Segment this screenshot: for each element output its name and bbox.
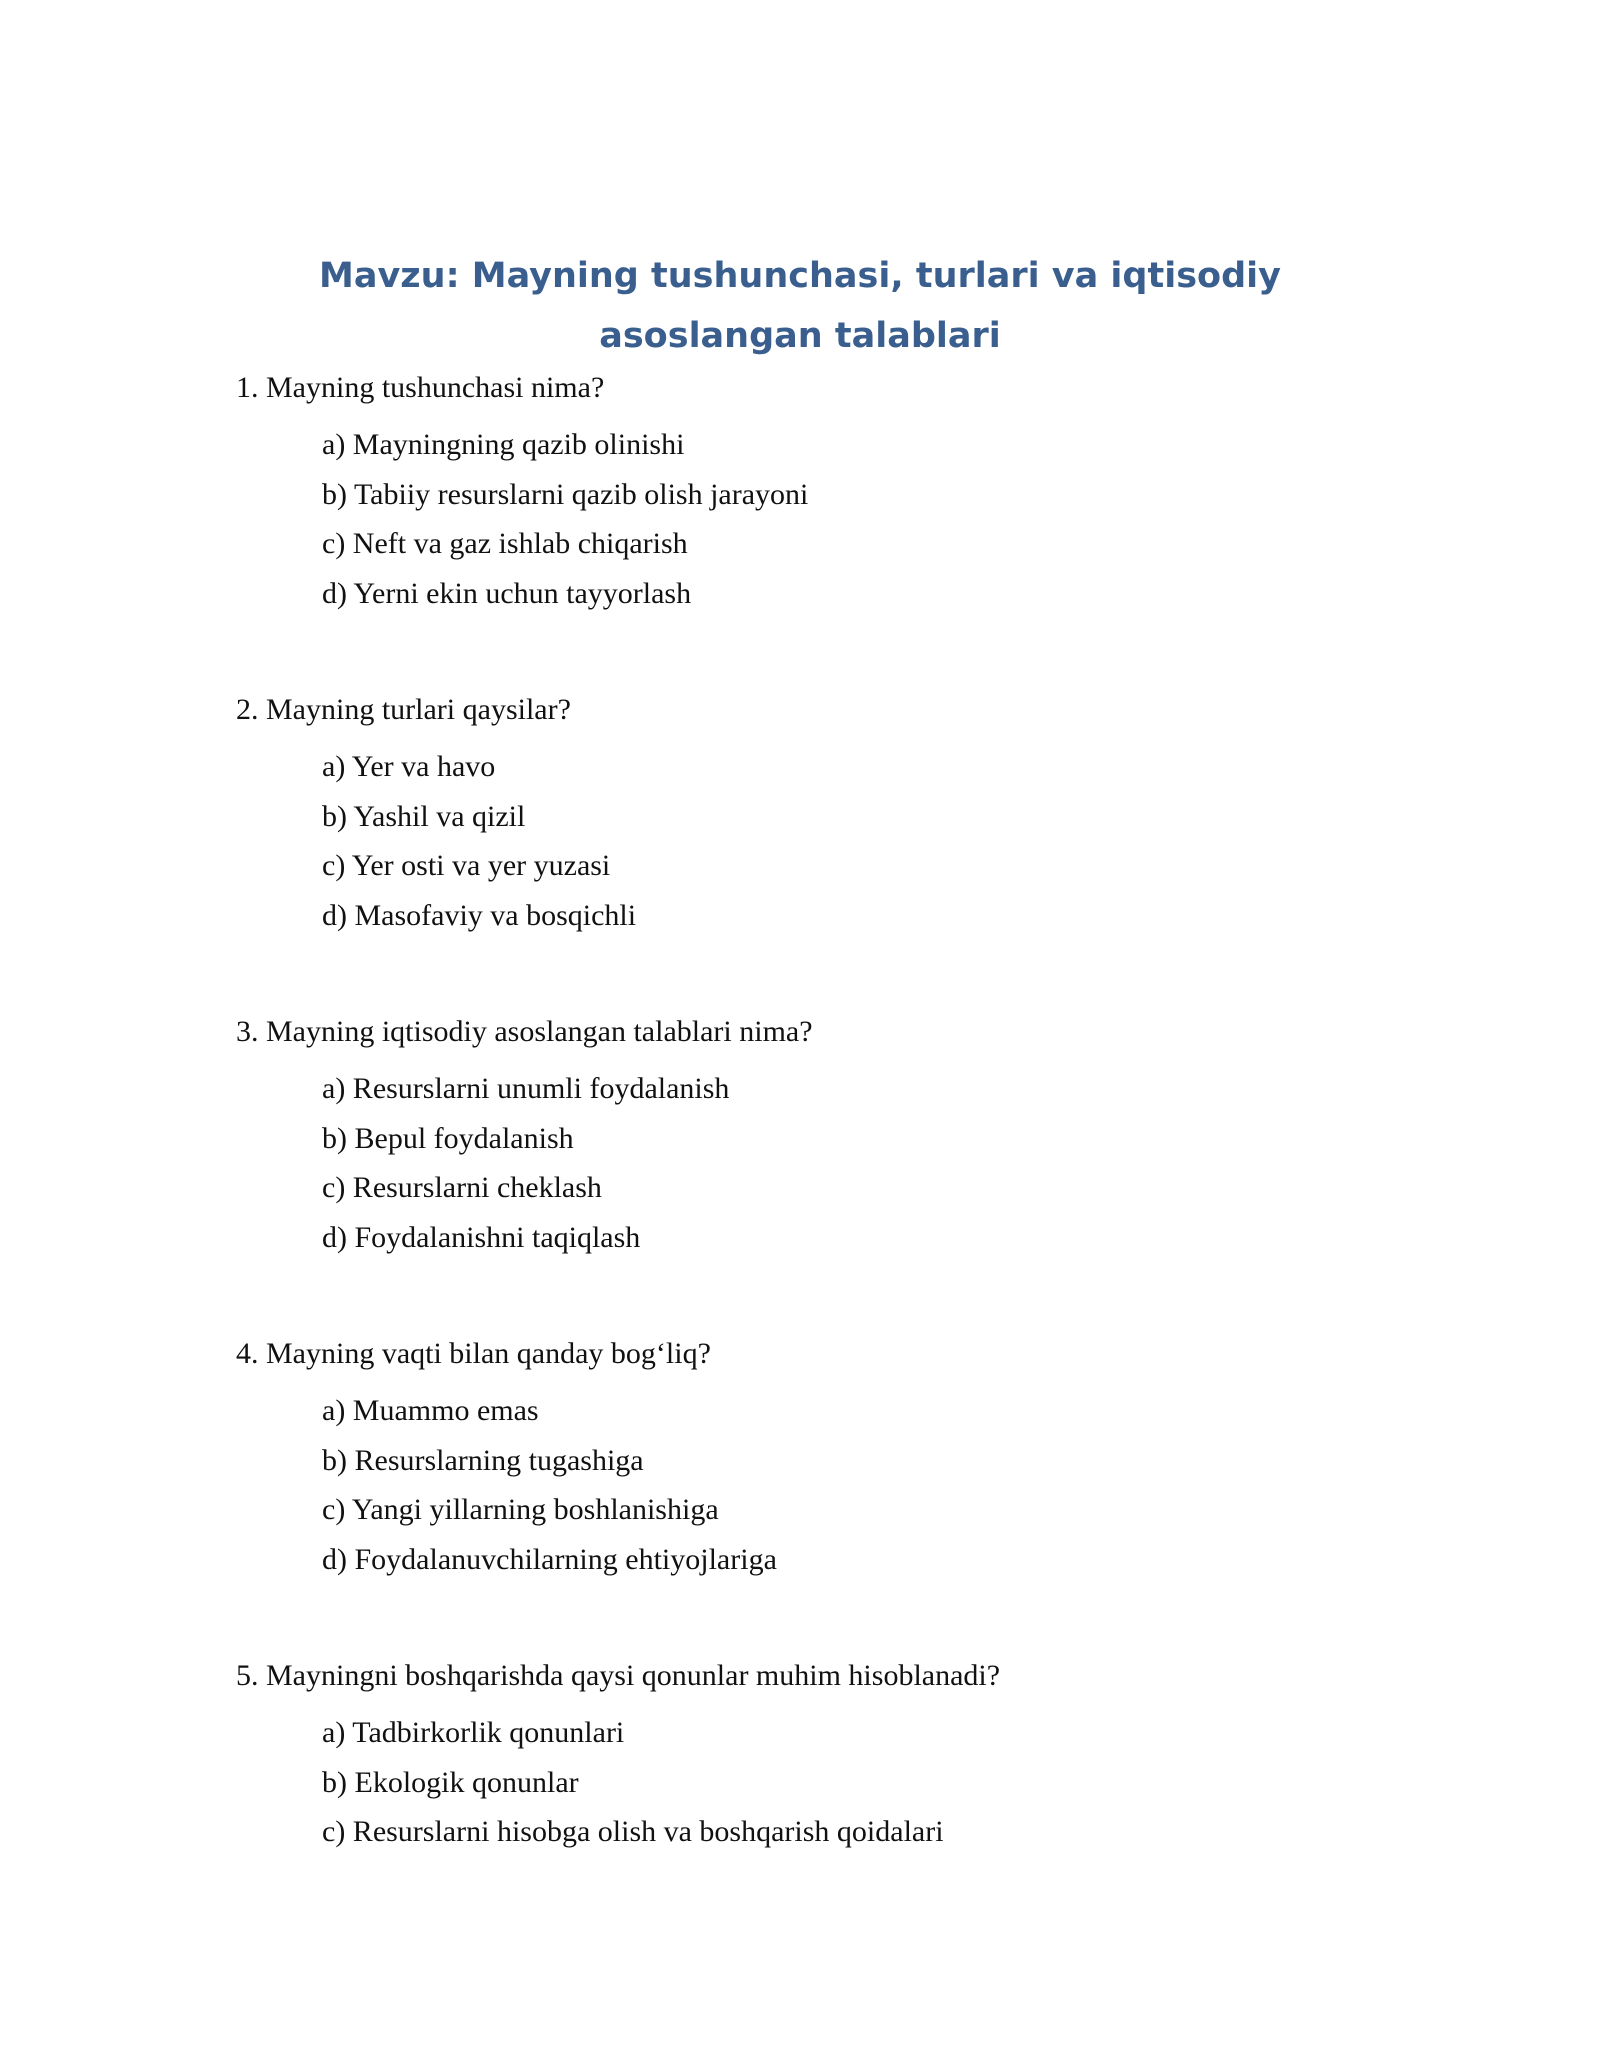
option-1c: c) Neft va gaz ishlab chiqarish <box>322 527 688 560</box>
option-1b: b) Tabiiy resurslarni qazib olish jarayoni <box>322 477 809 511</box>
option-1d: d) Yerni ekin uchun tayyorlash <box>322 576 692 610</box>
question-5: 5. Mayningni boshqarishda qaysi qonunlar muhim hisoblanadi? <box>236 1659 1001 1692</box>
option-4d: d) Foydalanuvchilarning ehtiyojlariga <box>322 1542 777 1576</box>
option-4c: c) Yangi yillarning boshlanishiga <box>322 1493 719 1526</box>
option-4a: a) Muammo emas <box>322 1394 539 1427</box>
option-3d: d) Foydalanishni taqiqlash <box>322 1220 641 1254</box>
option-2a: a) Yer va havo <box>322 750 496 783</box>
question-3: 3. Mayning iqtisodiy asoslangan talablari nima? <box>236 1015 813 1048</box>
option-5b: b) Ekologik qonunlar <box>322 1765 579 1799</box>
question-3-options <box>322 1064 1422 1262</box>
question-2-options <box>322 742 1422 940</box>
question-1: 1. Mayning tushunchasi nima? <box>236 371 605 404</box>
option-2d: d) Masofaviy va bosqichli <box>322 898 637 932</box>
question-5-options <box>322 1708 1422 1857</box>
option-5c: c) Resurslarni hisobga olish va boshqarish qoidalari <box>322 1815 944 1848</box>
question-2: 2. Mayning turlari qaysilar? <box>236 693 571 726</box>
option-5a: a) Tadbirkorlik qonunlari <box>322 1716 625 1749</box>
option-4b: b) Resurslarning tugashiga <box>322 1443 644 1477</box>
option-2b: b) Yashil va qizil <box>322 799 526 833</box>
option-3b: b) Bepul foydalanish <box>322 1121 574 1155</box>
document-title: Mavzu: Mayning tushunchasi, turlari va iqtisodiy asoslangan talablari <box>319 256 1281 356</box>
option-3c: c) Resurslarni cheklash <box>322 1171 602 1204</box>
option-1a: a) Mayningning qazib olinishi <box>322 428 685 461</box>
question-4-options <box>322 1386 1422 1584</box>
option-3a: a) Resurslarni unumli foydalanish <box>322 1072 730 1105</box>
question-4: 4. Mayning vaqti bilan qanday bog‘liq? <box>236 1337 711 1370</box>
option-2c: c) Yer osti va yer yuzasi <box>322 849 611 882</box>
question-1-options <box>322 420 1422 618</box>
